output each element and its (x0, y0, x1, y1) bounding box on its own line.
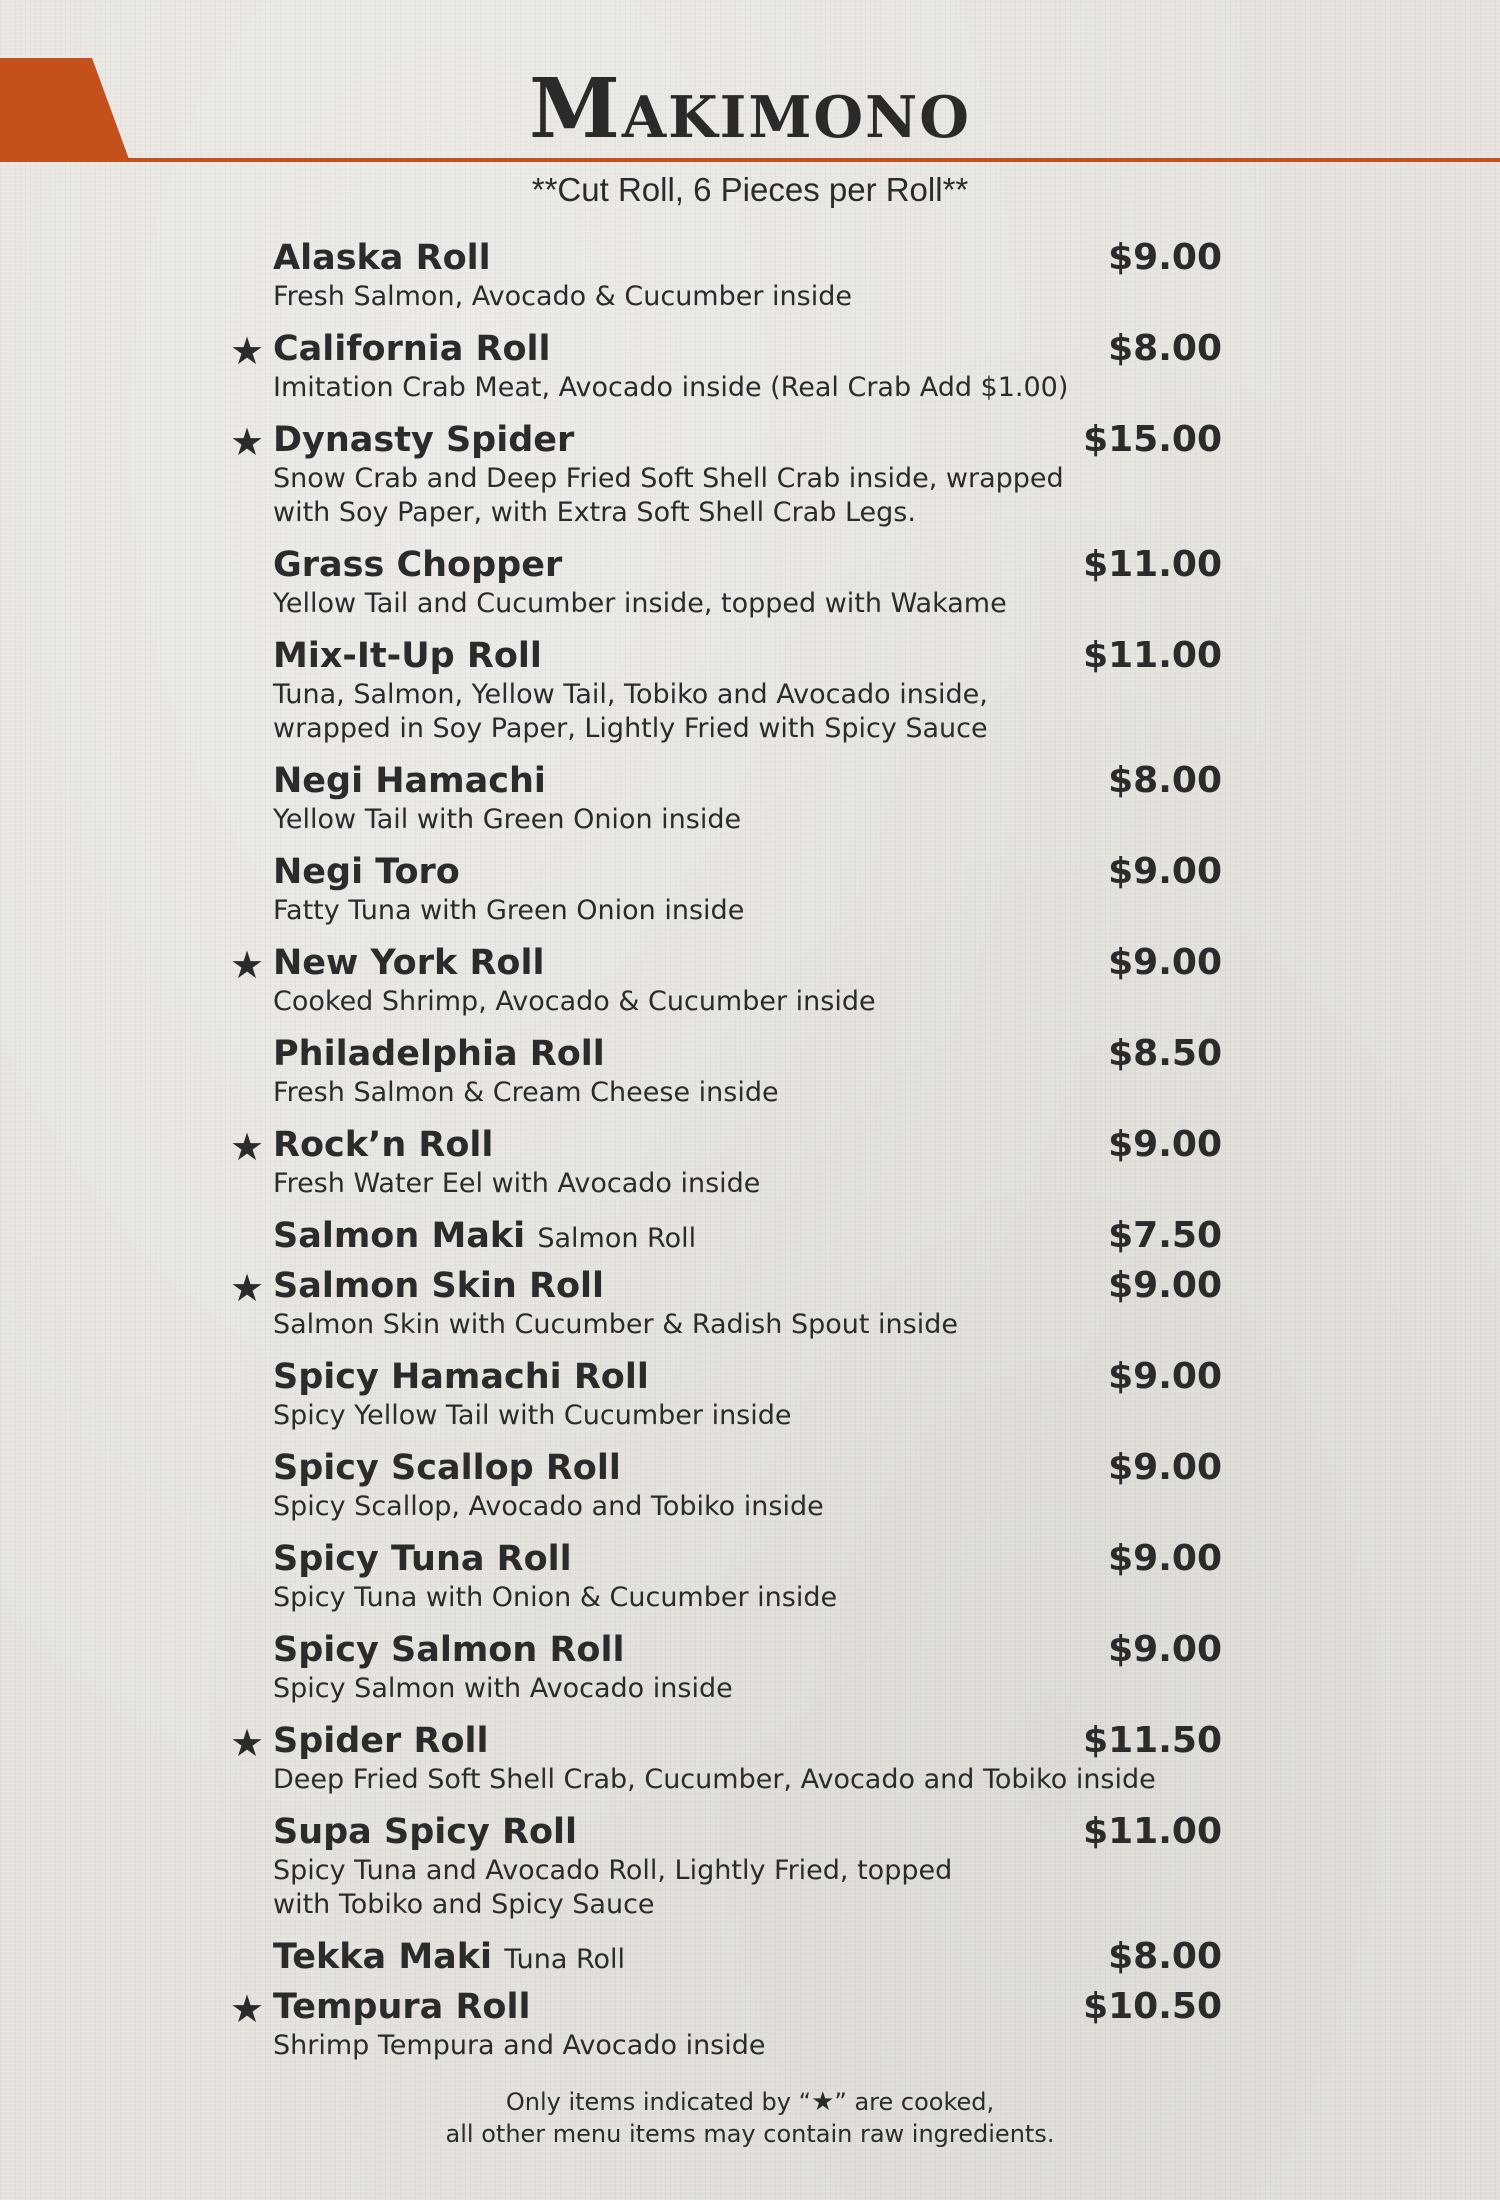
description-line: with Soy Paper, with Extra Soft Shell Crab Legs. (273, 497, 916, 528)
menu-item-name (273, 1810, 577, 1854)
menu-item-name-text: Grass Chopper (273, 545, 563, 585)
menu-item-subtitle: Salmon Roll (537, 1223, 697, 1254)
menu-item (0, 1935, 1500, 1979)
menu-item-name-text: Spicy Tuna Roll (273, 1539, 572, 1579)
menu-item (0, 1446, 1500, 1524)
menu-item-price: $7.50 (1108, 1215, 1222, 1256)
menu-item-name-text: Supa Spicy Roll (273, 1812, 577, 1852)
menu-item-price: $8.00 (1108, 1936, 1222, 1977)
description-line: with Tobiko and Spicy Sauce (273, 1889, 655, 1920)
menu-item (0, 1628, 1500, 1706)
menu-item-name (273, 1446, 621, 1490)
description-line: Spicy Scallop, Avocado and Tobiko inside (273, 1491, 824, 1522)
menu-item-description (273, 1854, 1173, 1922)
description-line: Fresh Water Eel with Avocado inside (273, 1168, 761, 1199)
menu-item-name (273, 327, 551, 371)
menu-item-header (0, 1810, 1500, 1854)
menu-item-name-text: Alaska Roll (273, 238, 491, 278)
footnote-text-before: Only items indicated by “ (505, 2088, 812, 2116)
menu-item-price: $15.00 (1083, 419, 1222, 460)
menu-item-name-text: Negi Hamachi (273, 761, 546, 801)
menu-item-name-text: Salmon Maki (273, 1216, 526, 1256)
cooked-star-icon: ★ (230, 329, 265, 373)
menu-item-description (273, 1308, 1173, 1342)
menu-item-header (0, 1446, 1500, 1490)
page-title: Makimono (529, 61, 971, 157)
footnote (0, 2086, 1500, 2150)
menu-item-price: $11.00 (1083, 544, 1222, 585)
menu-item-description (273, 1581, 1173, 1615)
menu-item (0, 1123, 1500, 1201)
description-line: Salmon Skin with Cucumber & Radish Spout inside (273, 1309, 958, 1340)
menu-item-name-text: Rock’n Roll (273, 1125, 494, 1165)
menu-item-price: $9.00 (1108, 1629, 1222, 1670)
menu-item-price: $8.50 (1108, 1033, 1222, 1074)
menu-item (0, 1264, 1500, 1342)
menu-item-price: $10.50 (1083, 1986, 1222, 2027)
menu-item-name (273, 1032, 605, 1076)
menu-item-header (0, 941, 1500, 985)
menu-subtitle: **Cut Roll, 6 Pieces per Roll** (531, 171, 969, 208)
description-line: Fatty Tuna with Green Onion inside (273, 895, 745, 926)
menu-item-price: $9.00 (1108, 237, 1222, 278)
menu-item (0, 941, 1500, 1019)
menu-item-description (273, 1167, 1173, 1201)
menu-item-name (273, 236, 491, 280)
menu-item-header (0, 236, 1500, 280)
menu-item-description (273, 280, 1173, 314)
menu-item-description (273, 803, 1173, 837)
description-line: Tuna, Salmon, Yellow Tail, Tobiko and Avocado inside, (273, 679, 988, 710)
menu-item-price: $9.00 (1108, 1447, 1222, 1488)
menu-item-name (273, 759, 546, 803)
cooked-star-icon: ★ (230, 420, 265, 464)
menu-item-name-text: New York Roll (273, 943, 545, 983)
menu-item-name (273, 634, 542, 678)
cooked-star-icon: ★ (230, 1266, 265, 1310)
menu-item-name-text: California Roll (273, 329, 551, 369)
menu-item-description (273, 1076, 1173, 1110)
menu-item-name-text: Negi Toro (273, 852, 460, 892)
menu-item (0, 1719, 1500, 1797)
menu-item (0, 1985, 1500, 2063)
menu-item-header (0, 1214, 1500, 1258)
menu-item-name (273, 1355, 649, 1399)
menu-item-name (273, 941, 544, 985)
menu-item-description (273, 462, 1173, 530)
menu-item (0, 759, 1500, 837)
menu-item-header (0, 1628, 1500, 1672)
cooked-star-icon: ★ (811, 2087, 835, 2117)
menu-item-name (273, 418, 574, 462)
menu-item-header (0, 1935, 1500, 1979)
menu-item-name (273, 1935, 625, 1982)
menu-item-name-text: Spicy Scallop Roll (273, 1448, 621, 1488)
menu-item (0, 327, 1500, 405)
menu-item-description (273, 1399, 1173, 1433)
menu-item-description (273, 2029, 1173, 2063)
menu-item-description (273, 1672, 1173, 1706)
menu-item-description (273, 1490, 1173, 1524)
menu-item-name-text: Spicy Hamachi Roll (273, 1357, 649, 1397)
menu-item-header (0, 543, 1500, 587)
menu-item-name (273, 1214, 696, 1261)
menu-item-description (273, 678, 1173, 746)
menu-item-header (0, 1355, 1500, 1399)
menu-list (0, 236, 1500, 2076)
menu-item (0, 236, 1500, 314)
menu-item-price: $11.50 (1083, 1720, 1222, 1761)
menu-item-header (0, 1985, 1500, 2029)
menu-item-name (273, 1123, 493, 1167)
menu-item-price: $9.00 (1108, 1124, 1222, 1165)
menu-item-name-text: Philadelphia Roll (273, 1034, 605, 1074)
menu-item-name-text: Mix-It-Up Roll (273, 636, 542, 676)
menu-item-name (273, 1537, 572, 1581)
description-line: Fresh Salmon & Cream Cheese inside (273, 1077, 779, 1108)
menu-item-name-text: Spider Roll (273, 1721, 489, 1761)
cooked-star-icon: ★ (230, 1987, 265, 2031)
description-line: Cooked Shrimp, Avocado & Cucumber inside (273, 986, 876, 1017)
title-divider (0, 158, 1500, 162)
menu-item-name (273, 1719, 489, 1763)
menu-item-name-text: Dynasty Spider (273, 420, 575, 460)
menu-item-header (0, 850, 1500, 894)
menu-item-subtitle: Tuna Roll (504, 1944, 626, 1975)
description-line: Deep Fried Soft Shell Crab, Cucumber, Avocado and Tobiko inside (273, 1764, 1156, 1795)
menu-item (0, 1032, 1500, 1110)
menu-item-description (273, 587, 1173, 621)
description-line: Fresh Salmon, Avocado & Cucumber inside (273, 281, 852, 312)
menu-item-name (273, 1264, 604, 1308)
menu-item-header (0, 1264, 1500, 1308)
footnote-line-1 (0, 2086, 1500, 2118)
menu-item-price: $9.00 (1108, 851, 1222, 892)
menu-item-header (0, 1719, 1500, 1763)
cooked-star-icon: ★ (230, 943, 265, 987)
footnote-line-2: all other menu items may contain raw ingredients. (445, 2120, 1055, 2148)
menu-item-description (273, 1763, 1173, 1797)
menu-item-name-text: Tekka Maki (273, 1937, 493, 1977)
menu-item (0, 1355, 1500, 1433)
menu-item-name (273, 543, 562, 587)
menu-item-description (273, 985, 1173, 1019)
description-line: Yellow Tail with Green Onion inside (273, 804, 742, 835)
menu-item-description (273, 894, 1173, 928)
menu-item-price: $11.00 (1083, 1811, 1222, 1852)
menu-item (0, 634, 1500, 746)
menu-item-price: $9.00 (1108, 942, 1222, 983)
menu-item-header (0, 759, 1500, 803)
description-line: Imitation Crab Meat, Avocado inside (Real Crab Add $1.00) (273, 372, 1069, 403)
footnote-text-after: ” are cooked, (834, 2088, 995, 2116)
menu-item-name (273, 1628, 624, 1672)
menu-item-header (0, 418, 1500, 462)
menu-item (0, 1214, 1500, 1258)
menu-item-description (273, 371, 1173, 405)
menu-item-name-text: Salmon Skin Roll (273, 1266, 605, 1306)
menu-item-name-text: Spicy Salmon Roll (273, 1630, 625, 1670)
description-line: Snow Crab and Deep Fried Soft Shell Crab inside, wrapped (273, 463, 1064, 494)
description-line: Spicy Tuna and Avocado Roll, Lightly Fried, topped (273, 1855, 953, 1886)
menu-item-name-text: Tempura Roll (273, 1987, 531, 2027)
menu-item-name (273, 1985, 530, 2029)
menu-item (0, 543, 1500, 621)
menu-item (0, 850, 1500, 928)
menu-item-header (0, 1537, 1500, 1581)
description-line: Yellow Tail and Cucumber inside, topped with Wakame (273, 588, 1007, 619)
menu-item (0, 1537, 1500, 1615)
description-line: wrapped in Soy Paper, Lightly Fried with Spicy Sauce (273, 713, 988, 744)
cooked-star-icon: ★ (230, 1125, 265, 1169)
menu-item-header (0, 1123, 1500, 1167)
description-line: Spicy Tuna with Onion & Cucumber inside (273, 1582, 838, 1613)
menu-item-header (0, 1032, 1500, 1076)
menu-item-header (0, 327, 1500, 371)
cooked-star-icon: ★ (230, 1721, 265, 1765)
menu-item-price: $9.00 (1108, 1538, 1222, 1579)
description-line: Spicy Yellow Tail with Cucumber inside (273, 1400, 792, 1431)
description-line: Spicy Salmon with Avocado inside (273, 1673, 733, 1704)
menu-item-price: $9.00 (1108, 1265, 1222, 1306)
menu-item-price: $8.00 (1108, 328, 1222, 369)
menu-item-header (0, 634, 1500, 678)
menu-item (0, 1810, 1500, 1922)
menu-item (0, 418, 1500, 530)
menu-item-name (273, 850, 460, 894)
menu-item-price: $11.00 (1083, 635, 1222, 676)
menu-item-price: $9.00 (1108, 1356, 1222, 1397)
menu-item-price: $8.00 (1108, 760, 1222, 801)
description-line: Shrimp Tempura and Avocado inside (273, 2030, 766, 2061)
